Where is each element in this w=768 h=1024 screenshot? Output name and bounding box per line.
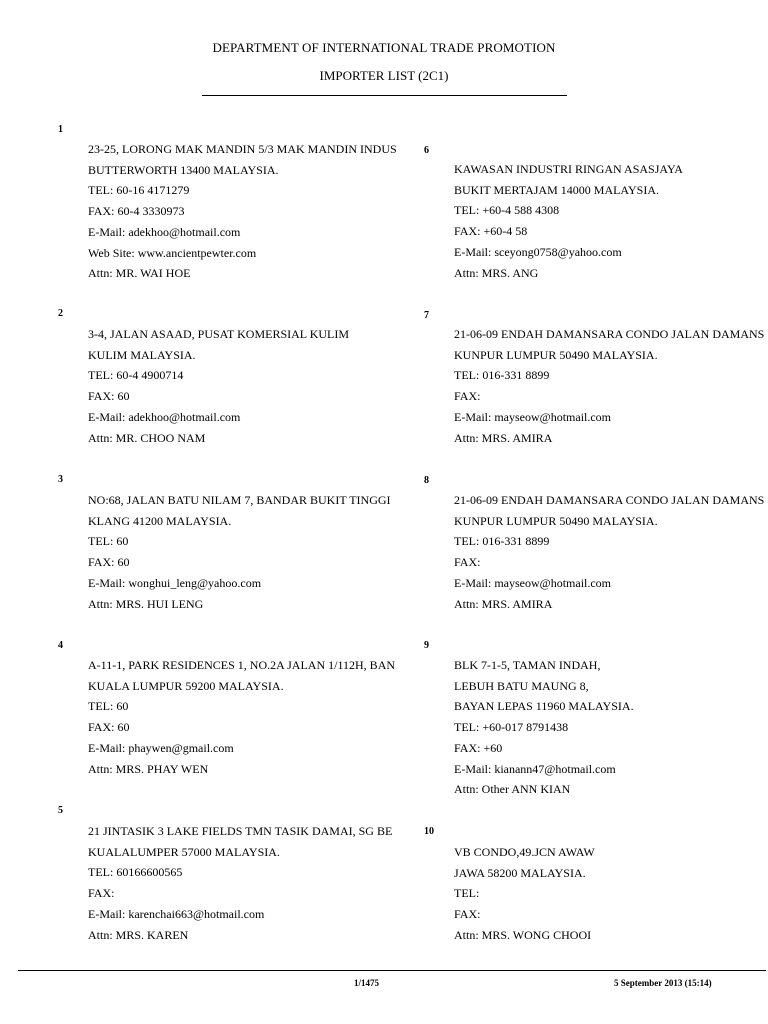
entry-line: VB CONDO,49.JCN AWAW	[454, 845, 595, 859]
entry-line: TEL: 60	[88, 699, 129, 714]
entry-line: 21-06-09 ENDAH DAMANSARA CONDO JALAN DAMANS	[454, 493, 765, 507]
entry-number: 7	[424, 310, 429, 321]
entry-number: 9	[424, 640, 429, 651]
entry-line: KUALALUMPER 57000 MALAYSIA.	[88, 844, 280, 859]
entry-line: E-Mail: wonghui_leng@yahoo.com	[88, 575, 262, 590]
document-title: DEPARTMENT OF INTERNATIONAL TRADE PROMOTION	[212, 40, 556, 55]
entry-line: FAX: +60	[454, 740, 503, 755]
entry-line: TEL: 016-331 8899	[454, 534, 550, 549]
entry-line: TEL: 60-4 4900714	[88, 368, 184, 383]
entry-line: Attn: MRS. WONG CHOOI	[454, 927, 592, 942]
entry-line: BAYAN LEPAS 11960 MALAYSIA.	[454, 699, 634, 714]
entry-number: 2	[58, 308, 63, 319]
entry-line: BLK 7-1-5, TAMAN INDAH,	[454, 658, 601, 672]
entry-line: E-Mail: adekhoo@hotmail.com	[88, 409, 241, 424]
entry-line: E-Mail: mayseow@hotmail.com	[454, 409, 612, 424]
entry-line: KAWASAN INDUSTRI RINGAN ASASJAYA	[454, 162, 683, 176]
entry-line: E-Mail: adekhoo@hotmail.com	[88, 224, 241, 239]
entry-line: KUALA LUMPUR 59200 MALAYSIA.	[88, 678, 284, 693]
entry-line: TEL: 60166600565	[88, 865, 183, 880]
entry-line: LEBUH BATU MAUNG 8,	[454, 678, 589, 693]
entry-line: Attn: MRS. HUI LENG	[88, 596, 204, 611]
entry-line: A-11-1, PARK RESIDENCES 1, NO.2A JALAN 1/112H, BAN	[88, 658, 396, 672]
entry-line: BUTTERWORTH 13400 MALAYSIA.	[88, 162, 279, 177]
entry-line: E-Mail: phaywen@gmail.com	[88, 740, 234, 755]
entry-line: KUNPUR LUMPUR 50490 MALAYSIA.	[454, 513, 658, 528]
entry-number: 3	[58, 474, 63, 485]
entry-line: KULIM MALAYSIA.	[88, 347, 196, 362]
entry-number: 8	[424, 475, 429, 486]
entry-line: KLANG 41200 MALAYSIA.	[88, 513, 232, 528]
entry-line: FAX: +60-4 58	[454, 224, 528, 239]
header-divider	[202, 95, 567, 96]
entry-line: TEL:	[454, 886, 480, 901]
footer-divider	[18, 970, 766, 971]
entry-line: FAX: 60-4 3330973	[88, 204, 185, 219]
entry-line: Attn: MRS. AMIRA	[454, 596, 553, 611]
entry-number: 5	[58, 805, 63, 816]
entry-line: 3-4, JALAN ASAAD, PUSAT KOMERSIAL KULIM	[88, 327, 350, 341]
entry-line: FAX: 60	[88, 720, 130, 735]
entry-line: FAX:	[454, 389, 481, 404]
entry-line: FAX:	[88, 886, 115, 901]
entry-line: Attn: Other ANN KIAN	[454, 782, 571, 797]
entry-line: Web Site: www.ancientpewter.com	[88, 245, 257, 260]
print-date: 5 September 2013 (15:14)	[614, 978, 712, 988]
entry-line: Attn: MR. CHOO NAM	[88, 430, 206, 445]
entry-line: Attn: MRS. ANG	[454, 265, 539, 280]
entry-number: 6	[424, 145, 429, 156]
entry-line: 23-25, LORONG MAK MANDIN 5/3 MAK MANDIN INDUS	[88, 142, 397, 156]
entry-line: TEL: +60-017 8791438	[454, 720, 569, 735]
entry-line: TEL: 60	[88, 534, 129, 549]
entry-number: 4	[58, 640, 63, 651]
entry-line: Attn: MRS. AMIRA	[454, 430, 553, 445]
entry-line: Attn: MRS. KAREN	[88, 927, 189, 942]
entry-line: Attn: MRS. PHAY WEN	[88, 761, 209, 776]
entry-line: TEL: 016-331 8899	[454, 368, 550, 383]
entry-line: 21 JINTASIK 3 LAKE FIELDS TMN TASIK DAMAI, SG BE	[88, 824, 393, 838]
entry-line: FAX:	[454, 555, 481, 570]
entry-number: 1	[58, 124, 63, 135]
entry-number: 10	[424, 826, 434, 837]
entry-line: Attn: MR. WAI HOE	[88, 266, 191, 281]
entry-line: E-Mail: kianann47@hotmail.com	[454, 761, 616, 776]
document-subtitle: IMPORTER LIST (2C1)	[319, 68, 449, 83]
page-number: 1/1475	[354, 978, 380, 988]
entry-line: JAWA 58200 MALAYSIA.	[454, 865, 586, 880]
entry-line: FAX:	[454, 907, 481, 922]
entry-line: FAX: 60	[88, 389, 130, 404]
entry-line: NO:68, JALAN BATU NILAM 7, BANDAR BUKIT TINGGI	[88, 493, 391, 507]
entry-line: TEL: 60-16 4171279	[88, 183, 190, 198]
entry-line: 21-06-09 ENDAH DAMANSARA CONDO JALAN DAMANS	[454, 327, 765, 341]
entry-line: BUKIT MERTAJAM 14000 MALAYSIA.	[454, 182, 660, 197]
entry-line: E-Mail: sceyong0758@yahoo.com	[454, 244, 622, 259]
entry-line: E-Mail: karenchai663@hotmail.com	[88, 906, 265, 921]
entry-line: FAX: 60	[88, 555, 130, 570]
entry-line: KUNPUR LUMPUR 50490 MALAYSIA.	[454, 347, 658, 362]
entry-line: E-Mail: mayseow@hotmail.com	[454, 575, 612, 590]
entry-line: TEL: +60-4 588 4308	[454, 203, 560, 218]
